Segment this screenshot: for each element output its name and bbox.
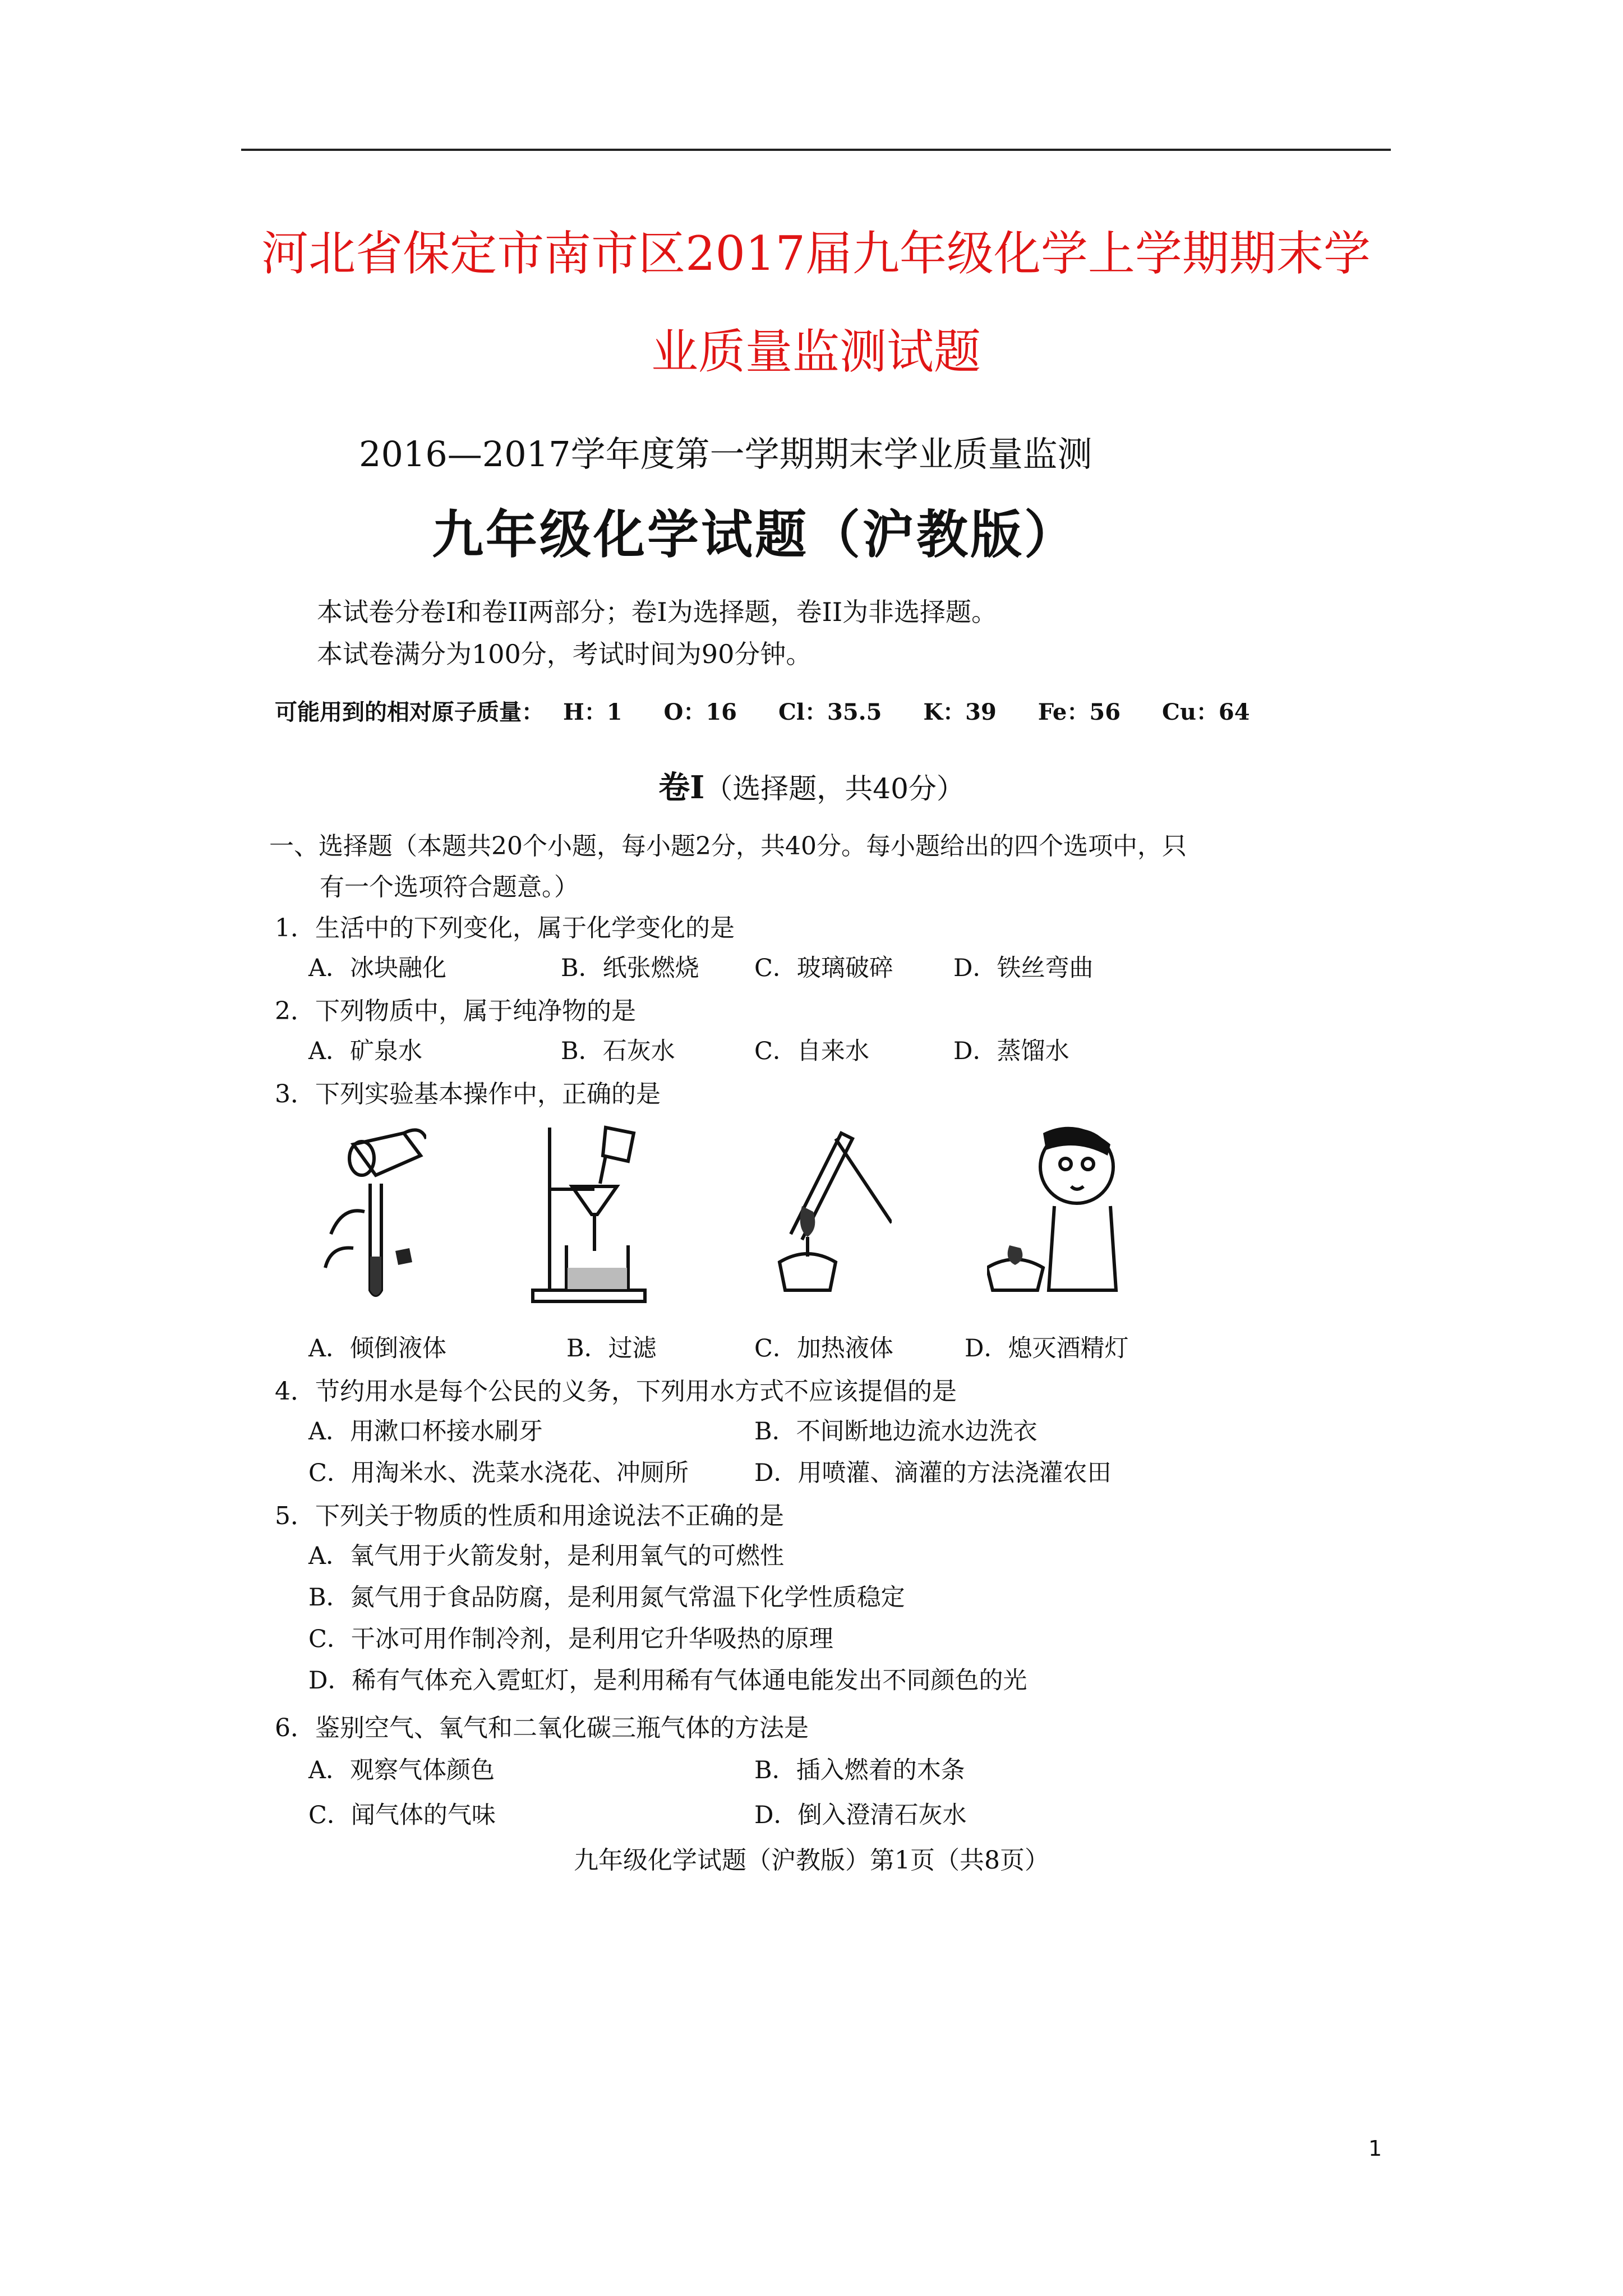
atomic-mass-o: O：16: [663, 699, 737, 725]
q2-option-a: A．矿泉水: [308, 1037, 423, 1065]
q6-option-a: A．观察气体颜色: [308, 1756, 495, 1784]
q6-option-d: D．倒入澄清石灰水: [754, 1801, 967, 1829]
q3-option-d: D．熄灭酒精灯: [965, 1335, 1129, 1363]
q5-option-c: C．干冰可用作制冷剂，是利用它升华吸热的原理: [308, 1625, 833, 1653]
question-1: 1．生活中的下列变化，属于化学变化的是: [275, 914, 735, 942]
q5-option-b: B．氮气用于食品防腐，是利用氮气常温下化学性质稳定: [308, 1584, 905, 1612]
question-2: 2．下列物质中，属于纯净物的是: [275, 997, 636, 1025]
heating-liquid-figure: [757, 1122, 892, 1307]
q1-option-d: D．铁丝弯曲: [953, 954, 1094, 982]
question-6: 6．鉴别空气、氧气和二氧化碳三瓶气体的方法是: [275, 1714, 809, 1742]
q4-option-d: D．用喷灌、滴灌的方法浇灌农田: [754, 1459, 1112, 1487]
extinguish-lamp-figure: [987, 1122, 1122, 1307]
page-number: 1: [1368, 2136, 1382, 2161]
q1-option-a: A．冰块融化: [308, 954, 447, 982]
q6-option-b: B．插入燃着的木条: [754, 1756, 965, 1784]
intro-line-2: 本试卷满分为100分，考试时间为90分钟。: [317, 639, 812, 669]
q4-option-a: A．用漱口杯接水刷牙: [308, 1418, 543, 1446]
q5-option-a: A．氧气用于火箭发射，是利用氧气的可燃性: [308, 1542, 785, 1570]
atomic-masses: [275, 694, 1284, 726]
atomic-mass-cl: Cl：35.5: [778, 699, 882, 725]
part1-instructions: 一、选择题（本题共20个小题，每小题2分，共40分。每小题给出的四个选项中，只: [269, 832, 1187, 861]
exam-title: 九年级化学试题（沪教版）: [432, 504, 1078, 565]
q3-option-a: A．倾倒液体: [308, 1335, 447, 1363]
q3-figures: [292, 1122, 1133, 1307]
atomic-mass-h: H：1: [562, 699, 623, 725]
section-note: （选择题，共40分）: [704, 772, 965, 805]
question-3: 3．下列实验基本操作中，正确的是: [275, 1080, 661, 1108]
q3-option-c: C．加热液体: [754, 1335, 893, 1363]
section-heading: [0, 763, 1623, 808]
document-title: 河北省保定市南市区2017届九年级化学上学期期末学业质量监测试题: [261, 226, 1371, 379]
q1-option-c: C．玻璃破碎: [754, 954, 893, 982]
part1-instructions-cont: 有一个选项符合题意。）: [320, 873, 579, 901]
q2-option-c: C．自来水: [754, 1037, 869, 1065]
q2-option-b: B．石灰水: [561, 1037, 675, 1065]
header-rule: [241, 149, 1391, 151]
q5-option-d: D．稀有气体充入霓虹灯，是利用稀有气体通电能发出不同颜色的光: [308, 1667, 1027, 1695]
atomic-mass-fe: Fe：56: [1038, 699, 1121, 725]
atomic-mass-k: K：39: [923, 699, 997, 725]
q1-option-b: B．纸张燃烧: [561, 954, 699, 982]
q2-option-d: D．蒸馏水: [953, 1037, 1069, 1065]
intro-line-1: 本试卷分卷I和卷II两部分；卷I为选择题，卷II为非选择题。: [317, 597, 998, 627]
section-name: 卷I: [658, 769, 705, 806]
q4-option-c: C．用淘米水、洗菜水浇花、冲厕所: [308, 1459, 689, 1487]
q4-option-b: B．不间断地边流水边洗衣: [754, 1418, 1038, 1446]
q6-option-c: C．闻气体的气味: [308, 1801, 496, 1829]
q3-option-b: B．过滤: [566, 1335, 657, 1363]
exam-subtitle: 2016—2017学年度第一学期期末学业质量监测: [359, 434, 1092, 475]
question-4: 4．节约用水是每个公民的义务，下列用水方式不应该提倡的是: [275, 1377, 957, 1406]
filtration-figure: [527, 1122, 662, 1307]
question-5: 5．下列关于物质的性质和用途说法不正确的是: [275, 1502, 784, 1530]
page-footer: 九年级化学试题（沪教版）第1页（共8页）: [574, 1846, 1049, 1875]
pouring-liquid-figure: [292, 1122, 426, 1307]
atomic-label: 可能用到的相对原子质量：: [275, 699, 544, 725]
atomic-mass-cu: Cu：64: [1161, 699, 1250, 725]
